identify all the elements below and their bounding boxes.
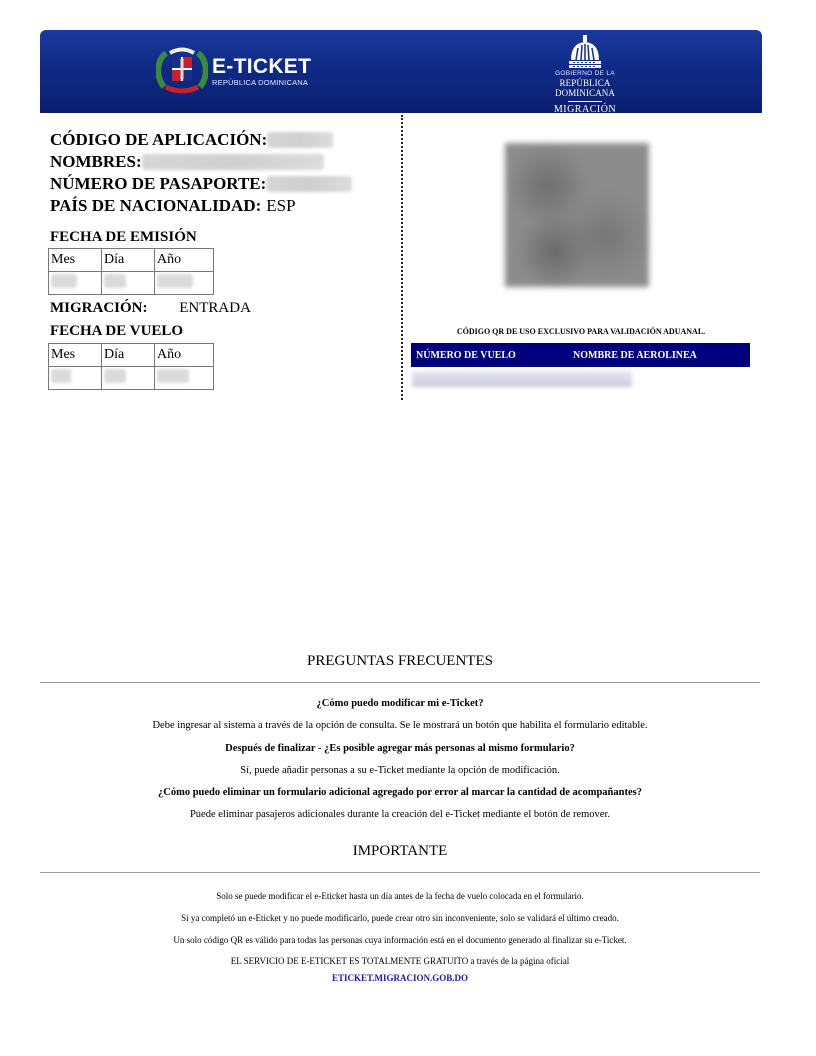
codigo-label: CÓDIGO DE APLICACIÓN: (50, 130, 268, 149)
vuelo-ano-value (155, 367, 214, 390)
applicant-info (50, 129, 352, 217)
nacionalidad-row (50, 195, 352, 217)
nombres-row (50, 151, 352, 173)
fecha-emision-title: FECHA DE EMISIÓN (50, 229, 197, 245)
vuelo-mes-value (49, 367, 102, 390)
qr-code-icon (505, 143, 649, 287)
brand-title: E-TICKET (212, 54, 312, 78)
fecha-vuelo-title: FECHA DE VUELO (50, 323, 184, 339)
dome-icon (565, 34, 605, 70)
faq-question: ¿Cómo puedo eliminar un formulario adicional agregado por error al marcar la cantidad de acompañantes? (158, 787, 642, 799)
faq-answer: Sí, puede añadir personas a su e-Ticket mediante la opción de modificación. (240, 764, 560, 776)
faq-answer: Debe ingresar al sistema a través de la opción de consulta. Se le mostrará un botón que habilita el formulario editable. (152, 720, 648, 732)
emision-ano-value (155, 272, 214, 295)
faq-answer: Puede eliminar pasajeros adicionales durante la creación del e-Ticket mediante el botón de remover. (189, 809, 611, 821)
pasaporte-label: NÚMERO DE PASAPORTE: (50, 174, 267, 193)
emision-dia-value (102, 272, 155, 295)
flight-row-redacted (412, 371, 632, 387)
vuelo-header-ano: Año (155, 344, 214, 367)
eticket-brand (156, 42, 311, 100)
gov-line3: MIGRACIÓN (553, 104, 617, 115)
vuelo-header-mes: Mes (49, 344, 102, 367)
importante-rule (40, 872, 760, 873)
fecha-vuelo-table (48, 343, 214, 390)
dotted-divider (401, 115, 403, 400)
official-site-link[interactable]: ETICKET.MIGRACION.GOB.DO (331, 973, 469, 983)
importante-line: Un solo código QR es válido para todas las personas cuya información está en el documento generado al finalizar su e-Ticket. (173, 935, 627, 945)
codigo-value-redacted (267, 132, 333, 148)
codigo-row (50, 129, 352, 151)
pasaporte-row (50, 173, 352, 195)
emision-header-dia: Día (102, 249, 155, 272)
nombres-label: NOMBRES: (50, 152, 142, 171)
gov-line2: REPÚBLICA DOMINICANA (555, 78, 615, 98)
migracion-row (50, 300, 251, 317)
importante-line: EL SERVICIO DE E-ETICKET ES TOTALMENTE GRATUITO a través de la página oficial (230, 956, 570, 966)
airline-name-header: NOMBRE DE AEROLINEA (573, 349, 697, 361)
migracion-logo (530, 34, 640, 116)
emision-header-ano: Año (155, 249, 214, 272)
header-banner (40, 30, 762, 113)
flight-table-header (411, 343, 750, 367)
nacionalidad-value: ESP (266, 196, 296, 215)
importante-title: IMPORTANTE (352, 843, 448, 859)
faq-question: ¿Cómo puedo modificar mi e-Ticket? (316, 698, 484, 709)
gov-rule (568, 101, 602, 102)
migracion-label: MIGRACIÓN: (50, 300, 148, 316)
faq-rule (40, 682, 760, 683)
coat-of-arms-icon (156, 43, 208, 99)
faq-title: PREGUNTAS FRECUENTES (307, 653, 493, 669)
gov-line1: GOBIERNO DE LA (555, 70, 615, 77)
vuelo-header-dia: Día (102, 344, 155, 367)
importante-line: Solo se puede modificar el e-Eticket hasta un día antes de la fecha de vuelo colocada en el formulario. (216, 891, 584, 901)
brand-subtitle: REPÚBLICA DOMINICANA (212, 77, 309, 87)
fecha-emision-table (48, 248, 214, 295)
emision-header-mes: Mes (49, 249, 102, 272)
nombres-value-redacted (142, 154, 324, 170)
flight-number-header: NÚMERO DE VUELO (416, 349, 516, 361)
faq-question: Después de finalizar - ¿Es posible agregar más personas al mismo formulario? (225, 742, 575, 754)
importante-line: Si ya completó un e-Eticket y no puede modificarlo, puede crear otro sin inconveniente, solo se validará el último creado. (181, 913, 619, 923)
nacionalidad-label: PAÍS DE NACIONALIDAD: (50, 196, 262, 215)
pasaporte-value-redacted (266, 176, 352, 192)
vuelo-dia-value (102, 367, 155, 390)
emision-mes-value (49, 272, 102, 295)
migracion-value: ENTRADA (179, 300, 251, 316)
qr-caption: CÓDIGO QR DE USO EXCLUSIVO PARA VALIDACIÓN ADUANAL. (456, 327, 706, 336)
importante-list (40, 885, 760, 985)
faq-list (40, 693, 760, 827)
